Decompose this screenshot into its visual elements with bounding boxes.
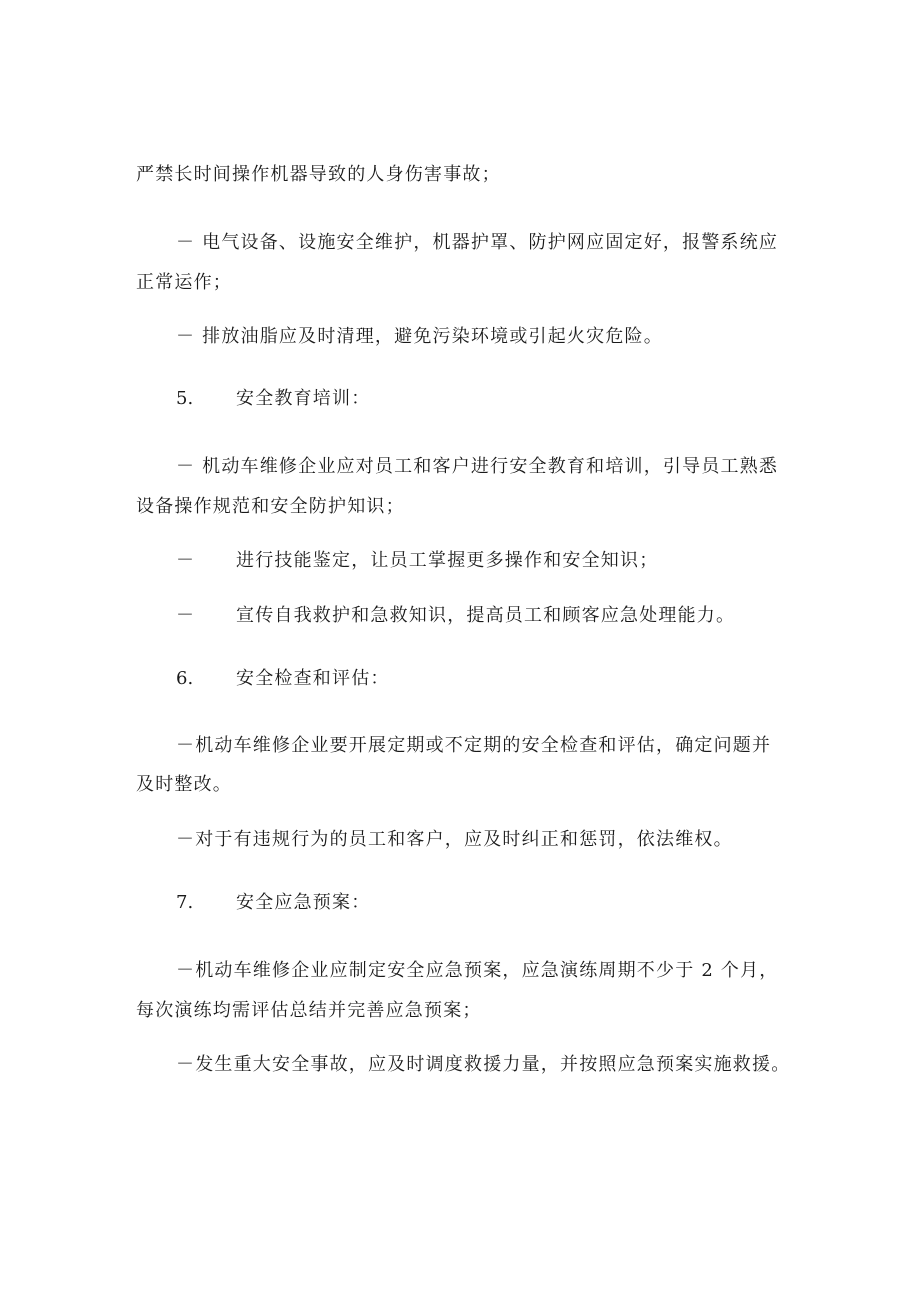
paragraph-line: －发生重大安全事故，应及时调度救援力量，并按照应急预案实施救援。 xyxy=(176,1054,791,1075)
section-number: 7. xyxy=(176,892,194,913)
paragraph-line: 严禁长时间操作机器导致的人身伤害事故； xyxy=(136,164,501,185)
paragraph-line: 正常运作； xyxy=(136,272,232,293)
paragraph-line: 设备操作规范和安全防护知识； xyxy=(136,496,405,517)
section-number: 5. xyxy=(176,388,194,409)
paragraph-line: 每次演练均需评估总结并完善应急预案； xyxy=(136,1000,482,1021)
list-item-text: 宣传自我救护和急救知识，提高员工和顾客应急处理能力。 xyxy=(236,605,736,626)
paragraph-line: －对于有违规行为的员工和客户，应及时纠正和惩罚，依法维权。 xyxy=(176,829,733,850)
list-dash: － xyxy=(176,605,194,626)
paragraph-line: － 排放油脂应及时清理，避免污染环境或引起火灾危险。 xyxy=(176,326,663,347)
section-number: 6. xyxy=(176,668,194,689)
list-dash: － xyxy=(176,550,194,571)
paragraph-line: －机动车维修企业应制定安全应急预案，应急演练周期不少于 2 个月， xyxy=(176,960,779,981)
section-title: 安全应急预案： xyxy=(236,892,371,913)
paragraph-line: － 机动车维修企业应对员工和客户进行安全教育和培训，引导员工熟悉 xyxy=(176,456,779,477)
section-title: 安全检查和评估： xyxy=(236,668,390,689)
section-title: 安全教育培训： xyxy=(236,388,371,409)
list-item-text: 进行技能鉴定，让员工掌握更多操作和安全知识； xyxy=(236,550,659,571)
paragraph-line: 及时整改。 xyxy=(136,774,232,795)
paragraph-line: －机动车维修企业要开展定期或不定期的安全检查和评估，确定问题并 xyxy=(176,735,772,756)
paragraph-line: － 电气设备、设施安全维护，机器护罩、防护网应固定好，报警系统应 xyxy=(176,232,779,253)
